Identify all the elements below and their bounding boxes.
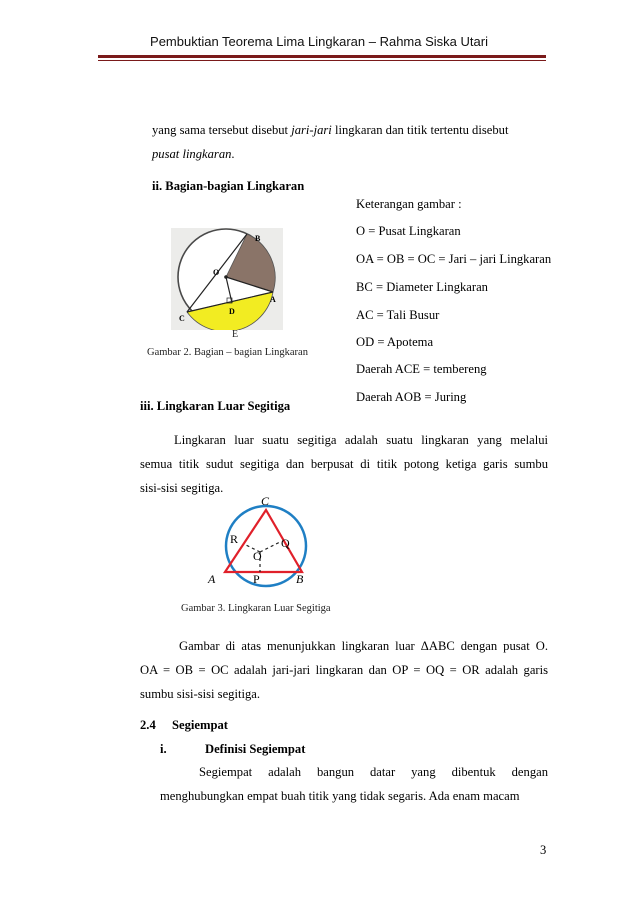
heading-segiempat: Segiempat [172,718,228,732]
label-E: E [232,329,239,340]
paragraph-line: Segiempat adalah bangun datar yang dibentuk dengan [199,765,548,779]
intro-text: yang sama tersebut disebut [152,123,289,137]
circumcircle-figure [200,490,330,590]
paragraph-line: menghubungkan empat buah titik yang tidak segaris. Ada enam macam [160,789,520,803]
legend-item: O = Pusat Lingkaran [356,224,461,238]
paragraph-line: semua titik sudut segitiga dan berpusat di titik potong ketiga garis sumbu [140,457,548,471]
header-rule-thin [98,60,546,61]
running-header: Pembuktian Teorema Lima Lingkaran – Rahma Siska Utari [150,34,488,49]
label-D: D [229,307,235,316]
circumcircle [226,506,306,586]
label-C: C [261,494,270,508]
paragraph-line: Gambar di atas menunjukkan lingkaran luar ΔABC dengan pusat O. [179,639,548,653]
figure-2-caption: Gambar 2. Bagian – bagian Lingkaran [147,347,308,358]
label-R: R [230,532,239,546]
paragraph-line: Lingkaran luar suatu segitiga adalah suatu lingkaran yang melalui [174,433,548,447]
paragraph-line: OA = OB = OC adalah jari-jari lingkaran dan OP = OQ = OR adalah garis [140,663,548,677]
heading-bagian-lingkaran: ii. Bagian-bagian Lingkaran [152,179,305,193]
label-A: A [270,295,276,304]
label-Q: Q [281,536,290,550]
term-pusat-lingkaran: pusat lingkaran [152,147,232,161]
intro-text: . [231,147,235,161]
heading-lingkaran-luar-segitiga: iii. Lingkaran Luar Segitiga [140,399,291,413]
legend-item: Daerah ACE = tembereng [356,362,487,376]
legend-item: OA = OB = OC = Jari – jari Lingkaran [356,252,552,266]
label-P: P [253,572,260,586]
intro-line-2 [152,145,235,163]
label-B: B [296,572,304,586]
paragraph-line: sumbu sisi-sisi segitiga. [140,687,260,701]
intro-text: lingkaran dan titik tertentu disebut [334,123,509,137]
heading-definisi-segiempat: Definisi Segiempat [205,742,306,756]
paragraph-line: sisi-sisi segitiga. [140,481,224,495]
label-O: O [253,549,262,563]
legend-item: BC = Diameter Lingkaran [356,280,488,294]
page-number: 3 [540,843,547,857]
figure-3-caption: Gambar 3. Lingkaran Luar Segitiga [181,603,331,614]
subsection-number: i. [160,742,167,756]
legend-item: OD = Apotema [356,335,434,349]
intro-line-1 [152,121,508,139]
section-number: 2.4 [140,718,156,732]
legend-item: AC = Tali Busur [356,308,440,322]
legend-item: Keterangan gambar : [356,197,462,211]
label-B: B [255,234,261,243]
label-C: C [179,314,185,323]
label-A: A [208,572,216,586]
label-O: O [213,268,220,277]
circle-parts-figure [171,228,283,330]
term-jari-jari: jari-jari [291,123,332,137]
header-rule-thick [98,55,546,58]
legend-item: Daerah AOB = Juring [356,390,467,404]
